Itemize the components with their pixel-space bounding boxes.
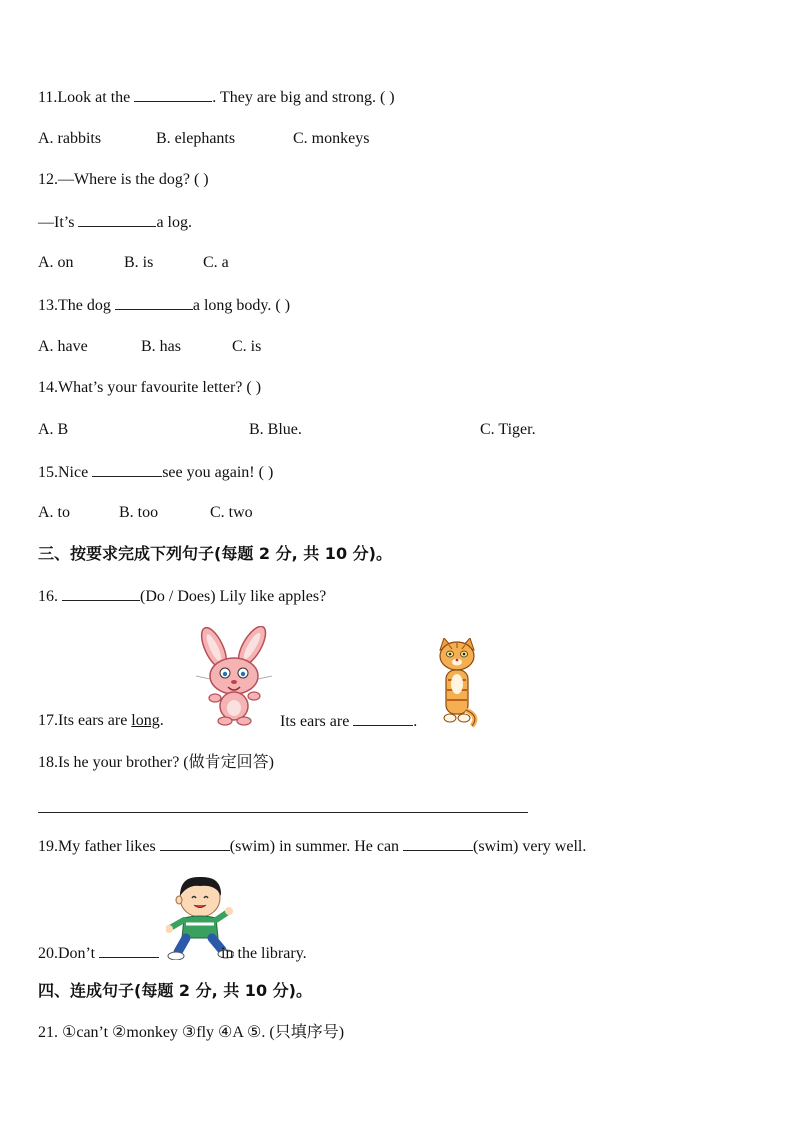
section-3-heading: 三、按要求完成下列句子(每题 2 分, 共 10 分)。 [38, 544, 392, 563]
option-c[interactable]: C. monkeys [293, 130, 370, 147]
answer-blank[interactable] [134, 87, 212, 102]
question-18: 18.Is he your brother? (做肯定回答) [38, 754, 274, 771]
question-12-options [38, 253, 738, 273]
option-b[interactable]: B. has [141, 338, 181, 355]
option-c[interactable]: C. a [203, 254, 229, 271]
option-c[interactable]: C. is [232, 338, 262, 355]
answer-blank[interactable] [160, 836, 230, 851]
question-15: 15.Nice see you again! ( ) [38, 464, 274, 481]
option-b[interactable]: B. too [119, 504, 159, 521]
question-21: 21. ①can’t ②monkey ③fly ④A ⑤. (只填序号) [38, 1024, 345, 1041]
option-a[interactable]: A. have [38, 338, 88, 355]
answer-blank[interactable] [99, 943, 159, 958]
question-16: 16. (Do / Does) Lily like apples? [38, 588, 327, 605]
underlined-word: long [131, 712, 160, 729]
question-13: 13.The dog a long body. ( ) [38, 297, 291, 314]
answer-blank[interactable] [353, 711, 413, 726]
option-b[interactable]: B. Blue. [249, 421, 302, 438]
option-b[interactable]: B. is [124, 254, 154, 271]
option-a[interactable]: A. B [38, 421, 69, 438]
question-12: 12.—Where is the dog? ( ) [38, 171, 209, 188]
question-11: 11.Look at the . They are big and strong. ( ) [38, 89, 395, 106]
question-14-options [38, 420, 738, 440]
answer-blank[interactable] [78, 212, 156, 227]
option-a[interactable]: A. on [38, 254, 74, 271]
answer-blank[interactable] [403, 836, 473, 851]
question-19: 19.My father likes (swim) in summer. He can (swim) very well. [38, 838, 587, 855]
question-11-options [38, 129, 738, 149]
question-17: 17.Its ears are long. Its ears are . [38, 712, 418, 730]
answer-blank[interactable] [92, 462, 162, 477]
option-a[interactable]: A. to [38, 504, 70, 521]
answer-line[interactable] [38, 812, 528, 813]
option-b[interactable]: B. elephants [156, 130, 236, 147]
option-c[interactable]: C. two [210, 504, 253, 521]
question-15-options [38, 503, 738, 523]
question-20: 20.Don’t in the library. [38, 945, 307, 962]
answer-blank[interactable] [62, 586, 140, 601]
section-4-heading: 四、连成句子(每题 2 分, 共 10 分)。 [38, 981, 312, 1000]
question-12-answer: —It’s a log. [38, 214, 192, 231]
option-a[interactable]: A. rabbits [38, 130, 102, 147]
answer-blank[interactable] [115, 295, 193, 310]
question-14: 14.What’s your favourite letter? ( ) [38, 379, 262, 396]
option-c[interactable]: C. Tiger. [480, 421, 536, 438]
question-13-options [38, 337, 738, 357]
